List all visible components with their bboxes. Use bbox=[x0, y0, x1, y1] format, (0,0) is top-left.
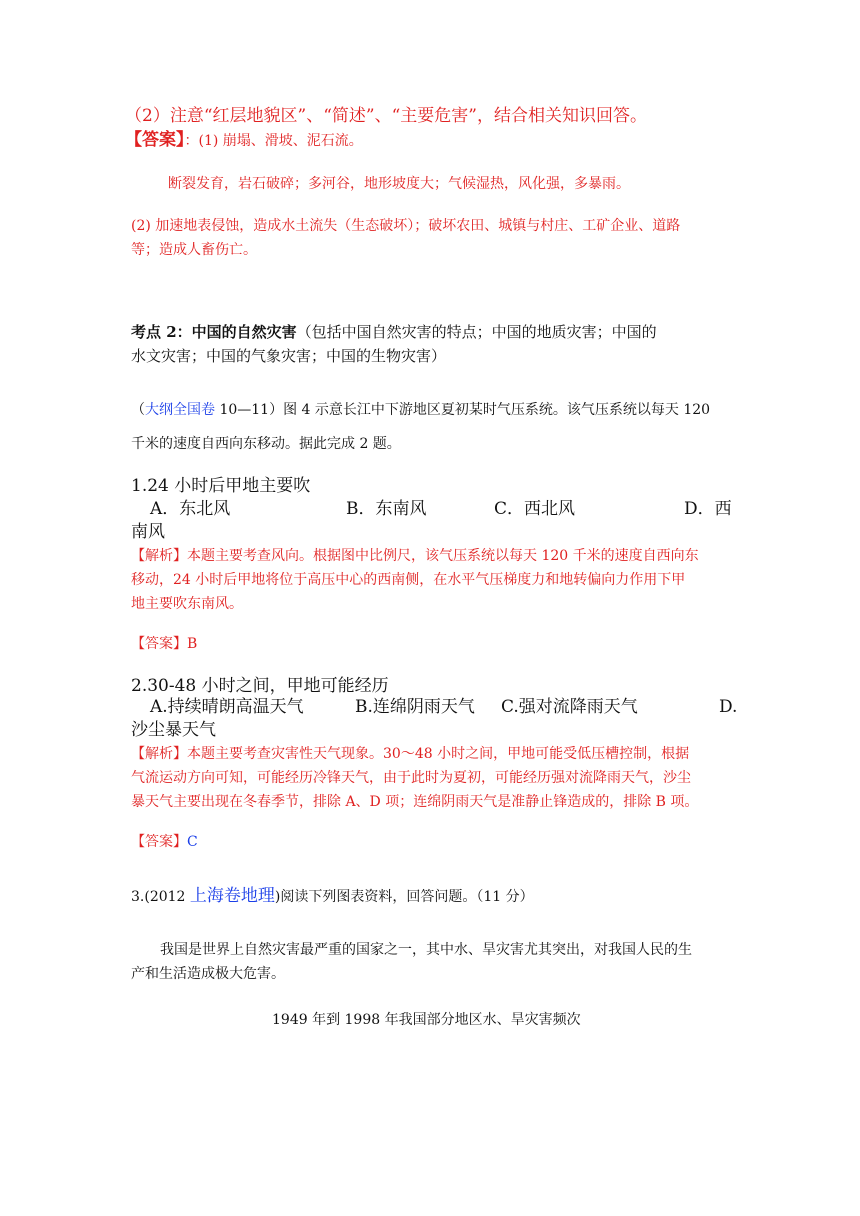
topic-2-heading bbox=[131, 322, 657, 342]
q1-stem: 1.24 小时后甲地主要吹 bbox=[131, 476, 311, 496]
q2-answer-value: C bbox=[187, 834, 198, 850]
q2-stem: 2.30-48 小时之间，甲地可能经历 bbox=[131, 676, 389, 696]
answer-1-text: ：(1) 崩塌、滑坡、泥石流。 bbox=[184, 133, 363, 149]
answer-2-line1: (2) 加速地表侵蚀，造成水土流失（生态破坏）；破坏农田、城镇与村庄、工矿企业、道路 bbox=[131, 218, 681, 234]
q1-option-c: C．西北风 bbox=[494, 499, 576, 519]
intro-text1: 10—11）图 4 示意长江中下游地区夏初某时气压系统。该气压系统以每天 120 bbox=[215, 402, 711, 418]
q2-answer bbox=[131, 832, 198, 852]
q1-analysis-1: 【解析】本题主要考查风向。根据图中比例尺，该气压系统以每天 120 千米的速度自西向东 bbox=[131, 548, 699, 564]
topic-2-title: 考点 2：中国的自然灾害 bbox=[131, 323, 297, 341]
q3-para-2: 产和生活造成极大危害。 bbox=[131, 966, 285, 982]
q3-stem bbox=[131, 886, 534, 907]
answer-1 bbox=[125, 130, 363, 151]
q2-analysis-1: 【解析】本题主要考查灾害性天气现象。30～48 小时之间，甲地可能受低压槽控制，根据 bbox=[131, 746, 690, 762]
q1-option-d-cont: 南风 bbox=[131, 522, 165, 542]
q2-analysis-2: 气流运动方向可知，可能经历冷锋天气，由于此时为夏初，可能经历强对流降雨天气，沙尘 bbox=[131, 770, 691, 786]
q2-analysis-3: 暴天气主要出现在冬春季节，排除 A、D 项；连绵阴雨天气是准静止锋造成的，排除 B 项。 bbox=[131, 794, 699, 810]
topic-2-desc-1: （包括中国自然灾害的特点；中国的地质灾害；中国的 bbox=[296, 323, 657, 341]
q3-para-1: 我国是世界上自然灾害最严重的国家之一，其中水、旱灾害尤其突出，对我国人民的生 bbox=[160, 942, 692, 958]
intro-line2: 千米的速度自西向东移动。据此完成 2 题。 bbox=[131, 436, 401, 452]
q2-option-b: B.连绵阴雨天气 bbox=[355, 697, 475, 717]
q2-option-d: D. bbox=[719, 697, 738, 717]
q2-answer-tag: 【答案】 bbox=[131, 834, 187, 850]
hint-2: （2）注意“红层地貌区”、“简述”、“主要危害”，结合相关知识回答。 bbox=[125, 106, 647, 126]
q1-option-b: B．东南风 bbox=[346, 499, 427, 519]
source-link-national[interactable]: 大纲全国卷 bbox=[145, 402, 215, 418]
topic-2-desc-2: 水文灾害；中国的气象灾害；中国的生物灾害） bbox=[131, 347, 447, 365]
q3-stem-prefix: 3.(2012 bbox=[131, 889, 190, 905]
q2-option-a: A.持续晴朗高温天气 bbox=[150, 697, 304, 717]
q3-stem-suffix: )阅读下列图表资料，回答问题。（11 分） bbox=[274, 889, 534, 905]
q1-answer: 【答案】B bbox=[131, 636, 198, 652]
q1-analysis-2: 移动，24 小时后甲地将位于高压中心的西南侧，在水平气压梯度力和地转偏向力作用下甲 bbox=[131, 572, 686, 588]
intro-open-paren: （ bbox=[131, 402, 145, 418]
q1-analysis-3: 地主要吹东南风。 bbox=[131, 596, 243, 612]
answer-tag: 【答案】 bbox=[125, 130, 185, 150]
source-link-shanghai[interactable]: 上海卷地理 bbox=[189, 886, 275, 906]
answer-1-reason: 断裂发育，岩石破碎；多河谷，地形坡度大；气候湿热，风化强，多暴雨。 bbox=[168, 176, 630, 192]
intro-line1 bbox=[131, 400, 710, 420]
q2-option-d-cont: 沙尘暴天气 bbox=[131, 720, 216, 740]
q1-option-a: A．东北风 bbox=[150, 499, 231, 519]
answer-2-line2: 等；造成人畜伤亡。 bbox=[131, 242, 257, 258]
table-title: 1949 年到 1998 年我国部分地区水、旱灾害频次 bbox=[272, 1012, 581, 1028]
q2-option-c: C.强对流降雨天气 bbox=[501, 697, 638, 717]
q1-option-d: D．西 bbox=[684, 499, 732, 519]
